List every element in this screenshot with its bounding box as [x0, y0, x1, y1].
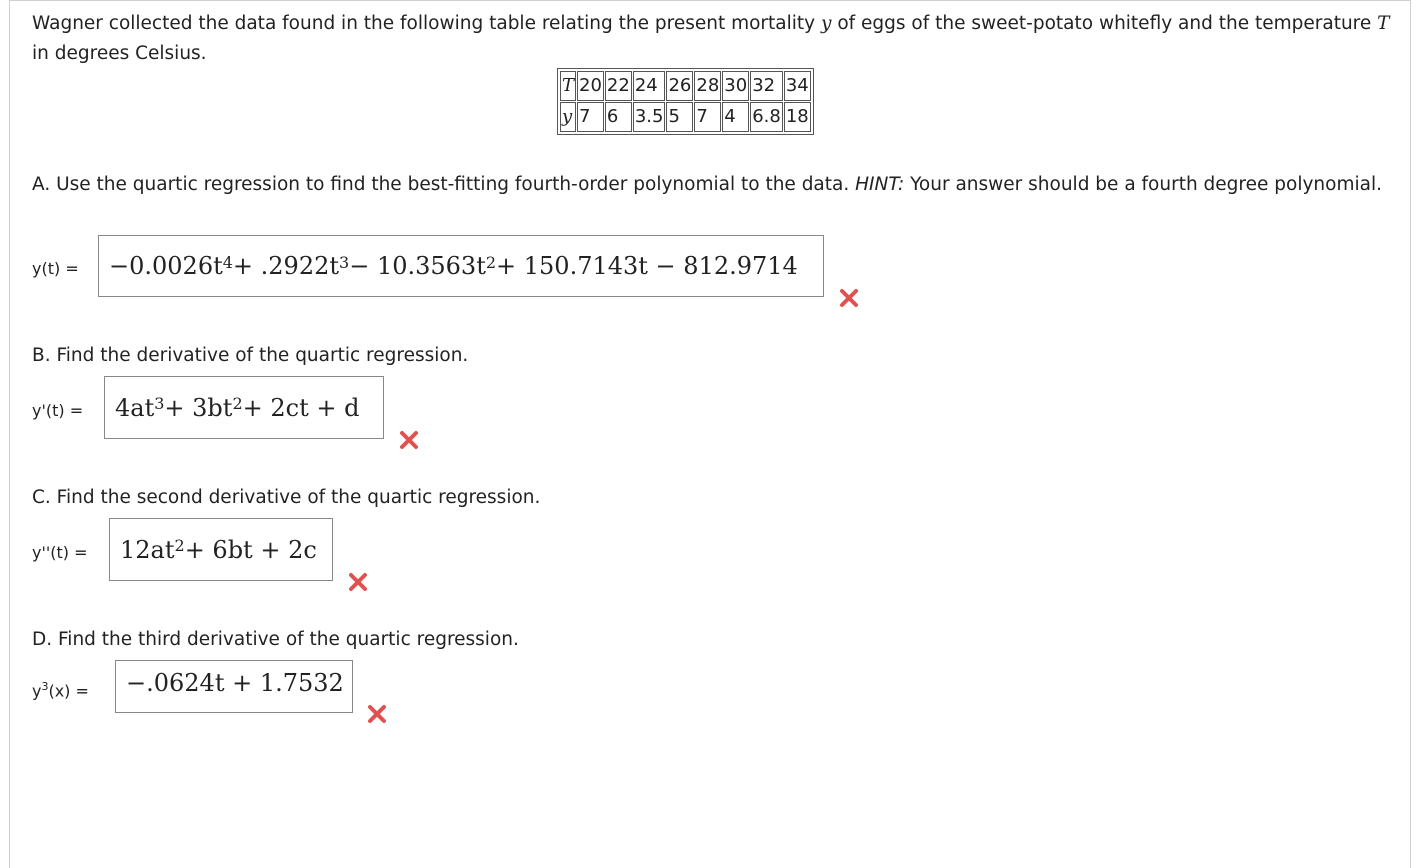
part-a-label: y(t) = — [32, 259, 79, 278]
answer-term: + .2922t — [232, 252, 340, 280]
table-cell: 26 — [666, 71, 693, 101]
table-cell: 28 — [694, 71, 721, 101]
part-a-answer-field[interactable] — [98, 235, 824, 297]
data-table — [557, 68, 814, 135]
intro-text: Wagner collected the data found in the following table relating the present mortality — [32, 13, 821, 34]
incorrect-x-icon — [398, 429, 420, 451]
part-b-label: y'(t) = — [32, 401, 84, 420]
table-cell: 32 — [750, 71, 783, 101]
table-row-t — [560, 71, 811, 101]
table-cell: 24 — [633, 71, 666, 101]
answer-exponent: 3 — [154, 394, 165, 413]
table-cell: 7 — [577, 102, 604, 132]
table-cell: 20 — [577, 71, 604, 101]
table-cell: 6 — [605, 102, 632, 132]
table-cell: 6.8 — [750, 102, 783, 132]
table-cell: 5 — [666, 102, 693, 132]
part-d-question: D. Find the third derivative of the quartic regression. — [32, 629, 519, 650]
answer-term: + 2ct + d — [242, 393, 360, 422]
intro-var-t: T — [1377, 13, 1390, 34]
table-cell: 34 — [784, 71, 811, 101]
answer-term: −0.0026t — [109, 252, 223, 280]
answer-term: − 10.3563t — [349, 252, 486, 280]
answer-exponent: 4 — [222, 252, 233, 272]
answer-exponent: 2 — [174, 536, 185, 555]
table-cell: 22 — [605, 71, 632, 101]
table-cell: 7 — [694, 102, 721, 132]
answer-term: + 3bt — [164, 393, 233, 422]
part-a-text: A. Use the quartic regression to find the best-fitting fourth-order polynomial to the data. — [32, 174, 850, 195]
answer-term: −.0624t + 1.7532 — [126, 669, 344, 697]
answer-term: 4at — [115, 393, 155, 422]
part-a-question — [32, 170, 1392, 200]
part-d-answer-field[interactable] — [115, 660, 353, 713]
label-exponent: 3 — [41, 680, 49, 693]
part-c-label: y''(t) = — [32, 543, 88, 562]
part-c-question: C. Find the second derivative of the quartic regression. — [32, 487, 541, 508]
part-c-answer-field[interactable] — [109, 518, 333, 581]
problem-intro — [32, 9, 1392, 69]
answer-term: 12at — [120, 535, 175, 564]
intro-text-3: in degrees Celsius. — [32, 43, 207, 64]
answer-term: + 6bt + 2c — [184, 535, 317, 564]
intro-var-y: y — [820, 13, 832, 34]
table-cell: 3.5 — [633, 102, 666, 132]
answer-exponent: 2 — [485, 252, 497, 272]
part-b-question: B. Find the derivative of the quartic regression. — [32, 345, 469, 366]
hint-label: HINT: — [855, 174, 905, 195]
row-label-t: T — [560, 71, 576, 101]
part-d-label — [32, 680, 89, 700]
label-rest: (x) = — [48, 681, 89, 701]
answer-term: + 150.7143t − 812.9714 — [496, 252, 798, 280]
incorrect-x-icon — [366, 703, 388, 725]
intro-text-2: of eggs of the sweet-potato whitefly and the temperature — [831, 13, 1378, 34]
table-cell: 30 — [722, 71, 749, 101]
label-base: y — [32, 681, 42, 701]
table-cell: 18 — [784, 102, 811, 132]
part-b-answer-field[interactable] — [104, 376, 384, 439]
table-row-y — [560, 102, 811, 132]
answer-exponent: 2 — [232, 394, 243, 413]
answer-exponent: 3 — [339, 252, 350, 272]
row-label-y: y — [560, 102, 576, 132]
incorrect-x-icon — [347, 571, 369, 593]
hint-text: Your answer should be a fourth degree polynomial. — [904, 174, 1382, 195]
incorrect-x-icon — [838, 287, 860, 309]
table-cell: 4 — [722, 102, 749, 132]
